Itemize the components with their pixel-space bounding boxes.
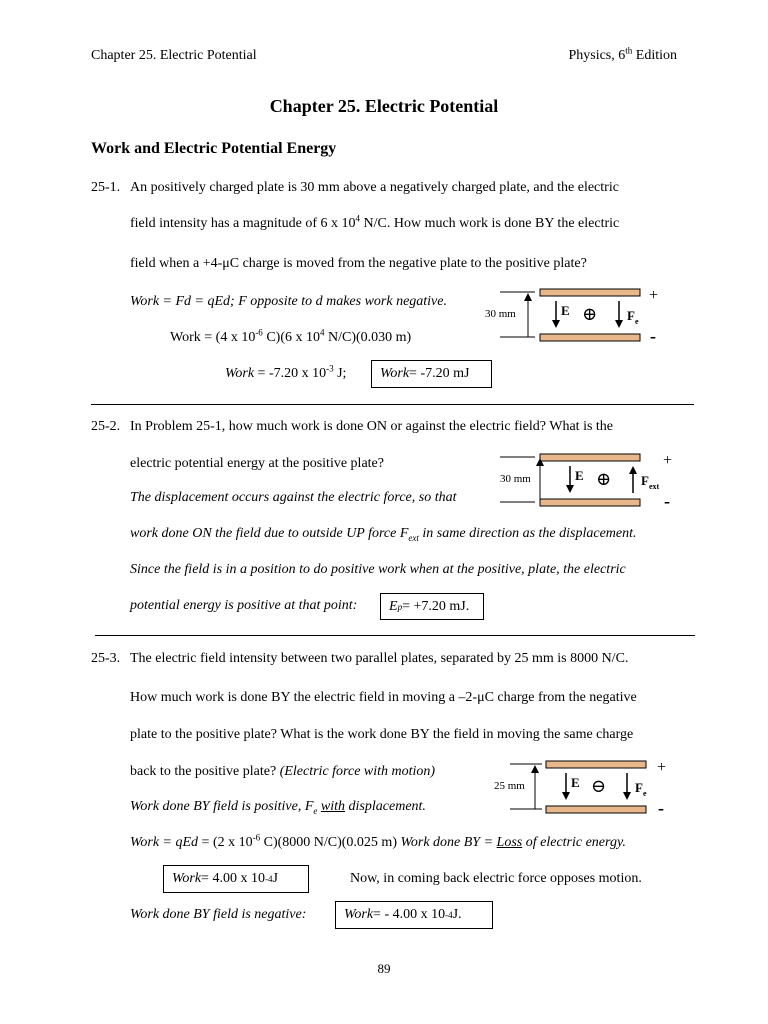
plus-sign: +: [657, 759, 667, 776]
running-header-left: Chapter 25. Electric Potential: [91, 48, 257, 63]
negative-plate: [546, 806, 646, 813]
problem-text: An positively charged plate is 30 mm above a negatively charged plate, and the electric: [130, 180, 619, 195]
arrowhead-icon: [615, 320, 623, 328]
arrowhead-icon: [566, 485, 574, 493]
arrowhead-icon: [531, 765, 539, 773]
negative-plate: [540, 499, 640, 506]
force-label: $F_e$: [635, 780, 647, 798]
page-title: Chapter 25. Electric Potential: [269, 96, 499, 116]
field-label: E: [561, 303, 570, 318]
solution-text: Work done BY field is negative:: [130, 907, 307, 922]
minus-sign: -: [650, 326, 656, 346]
answer-box: E p = +7.20 mJ.: [380, 593, 484, 620]
running-header-right: Physics, 6th Edition: [568, 45, 677, 63]
answer-box: Work = 4.00 x 10 -4 J: [163, 865, 309, 893]
arrowhead-icon: [552, 320, 560, 328]
field-label: E: [571, 775, 580, 790]
distance-label: 30 mm: [485, 308, 516, 320]
parallel-plate-diagram: [480, 449, 680, 515]
plus-sign: +: [663, 452, 673, 469]
problem-text: back to the positive plate? (Electric force with motion): [130, 764, 436, 779]
arrowhead-icon: [562, 792, 570, 800]
arrowhead-icon: [524, 293, 532, 301]
parallel-plate-diagram: [480, 284, 680, 350]
arrowhead-icon: [629, 466, 637, 474]
minus-sign: -: [658, 798, 664, 818]
arrowhead-icon: [623, 792, 631, 800]
problem-text: In Problem 25-1, how much work is done ON or against the electric field? What is the: [130, 419, 614, 434]
plus-sign: +: [649, 287, 659, 304]
charge-symbol: ⊕: [582, 304, 598, 324]
problem-text: How much work is done BY the electric field in moving a –2-μC charge from the negative: [130, 690, 637, 705]
force-label: $F_e$: [627, 308, 639, 326]
problem-text: electric potential energy at the positive plate?: [130, 456, 384, 471]
problem-text: plate to the positive plate? What is the work done BY the field in moving the same charge: [130, 727, 634, 742]
solution-text: potential energy is positive at that point:: [130, 598, 358, 613]
minus-sign: -: [664, 491, 670, 511]
charge-symbol: ⊖: [591, 776, 607, 796]
positive-plate: [540, 454, 640, 461]
solution-text: Work = Fd = qEd; F opposite to d makes work negative.: [130, 294, 447, 309]
problem-number: 25-2.: [91, 419, 121, 434]
page-number: 89: [377, 961, 391, 976]
section-heading: Work and Electric Potential Energy: [91, 140, 337, 157]
solution-text: Now, in coming back electric force opposes motion.: [350, 871, 642, 886]
problem-text: field intensity has a magnitude of 6 x $10^4$ N/C. How much work is done BY the electric: [130, 213, 620, 231]
solution-text: Since the field is in a position to do positive work when at the positive, plate, the electric: [130, 562, 626, 577]
divider: [91, 404, 694, 405]
negative-plate: [540, 334, 640, 341]
problem-number: 25-3.: [91, 651, 121, 666]
charge-symbol: ⊕: [596, 469, 612, 489]
solution-text: Work done BY field is positive, $F_e$ with displacement.: [130, 799, 426, 816]
parallel-plate-diagram: [480, 756, 680, 822]
problem-text: The electric field intensity between two parallel plates, separated by 25 mm is 8000 N/C.: [130, 651, 629, 666]
distance-label: 25 mm: [494, 780, 525, 792]
positive-plate: [546, 761, 646, 768]
field-label: E: [575, 468, 584, 483]
answer-box: Work = - 4.00 x 10 -4 J.: [335, 901, 493, 929]
problem-text: field when a +4-μC charge is moved from the negative plate to the positive plate?: [130, 256, 587, 271]
solution-equation: Work = (4 x $10^{-6}$ C)(6 x $10^4$ N/C)(0.030 m): [170, 327, 412, 345]
distance-label: 30 mm: [500, 473, 531, 485]
solution-text: The displacement occurs against the electric force, so that: [130, 490, 457, 505]
answer-box: Work = -7.20 mJ: [371, 360, 492, 388]
solution-equation: Work = -7.20 x $10^{-3}$ J;: [225, 363, 347, 381]
positive-plate: [540, 289, 640, 296]
divider: [95, 635, 695, 636]
solution-text: work done ON the field due to outside UP force $F_{ext}$ in same direction as the displacement.: [130, 526, 637, 543]
solution-equation: Work = qEd = (2 x $10^{-6}$ C)(8000 N/C)(0.025 m) Work done BY = Loss of electric energy.: [130, 832, 626, 850]
problem-number: 25-1.: [91, 180, 121, 195]
force-label: $F_{ext}$: [641, 473, 660, 491]
